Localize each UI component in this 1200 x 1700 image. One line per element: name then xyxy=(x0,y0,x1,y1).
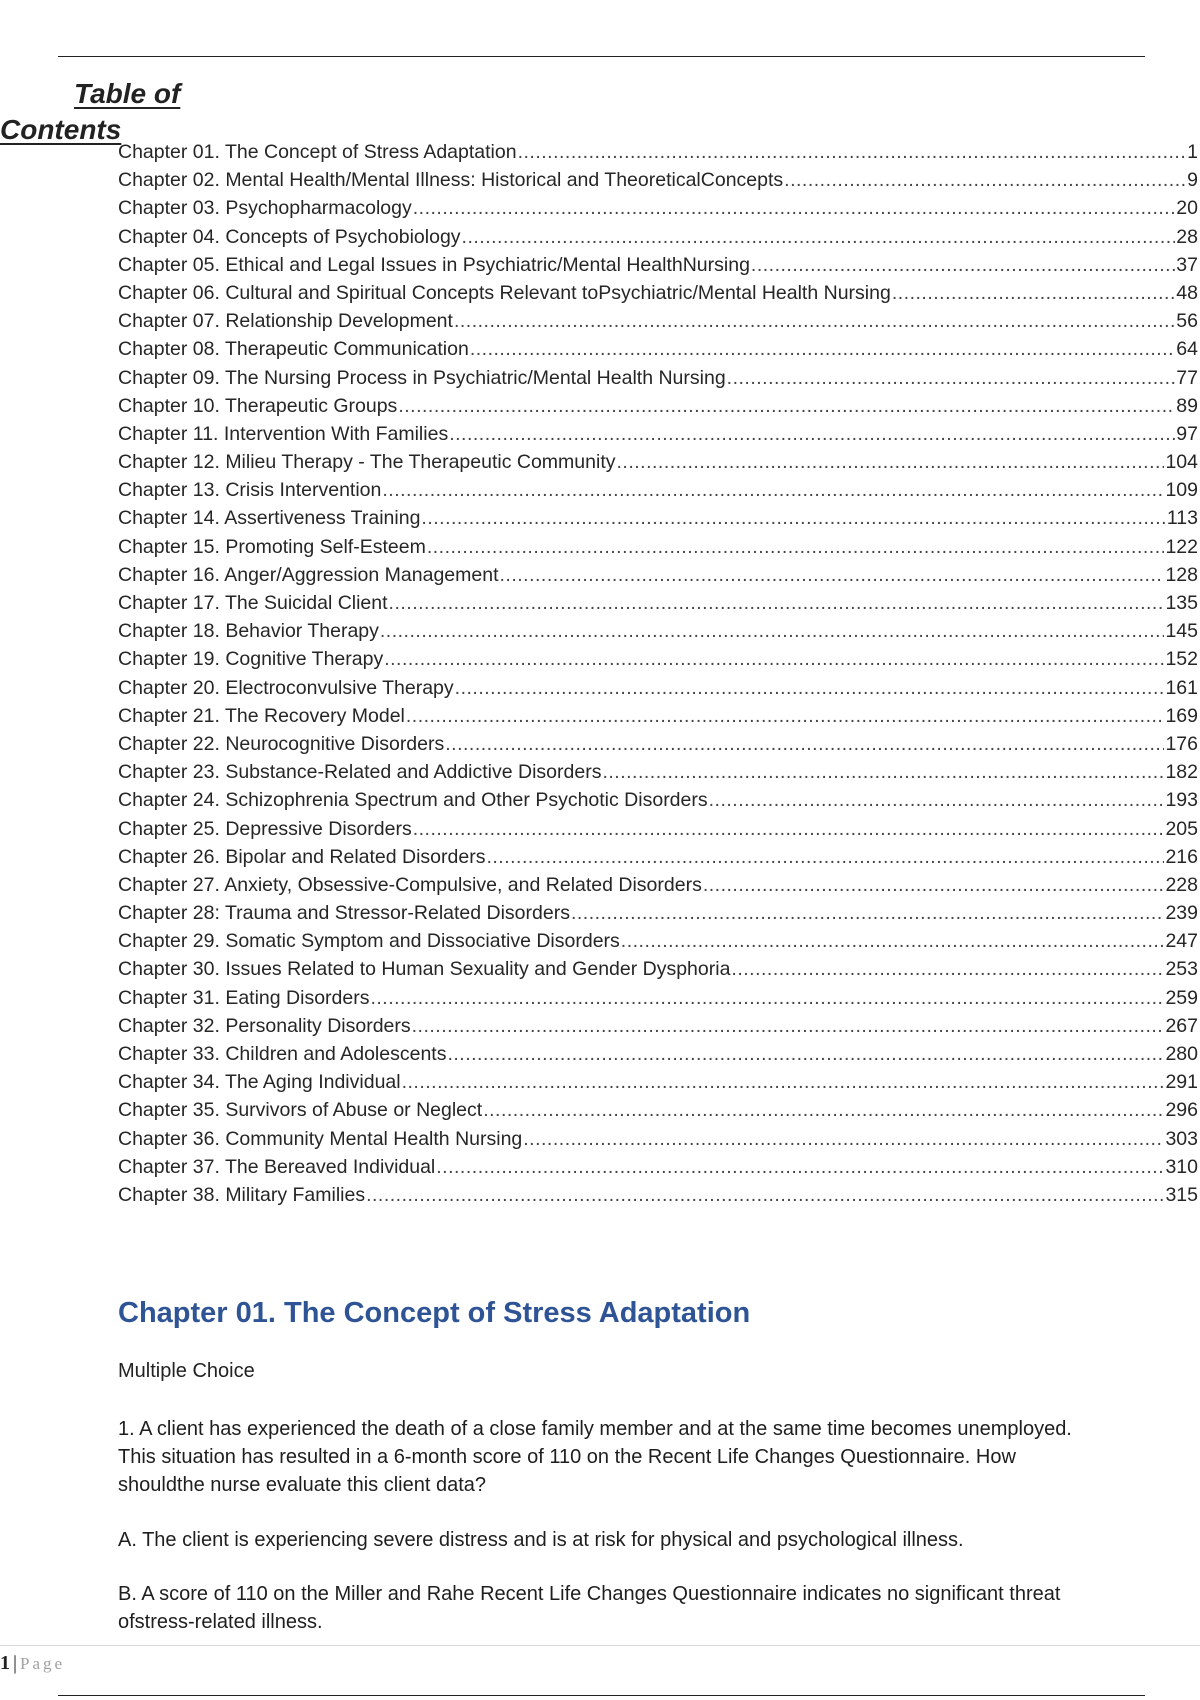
toc-entry-page: 104 xyxy=(1165,451,1198,474)
toc-leader-dots xyxy=(523,1128,1164,1151)
toc-entry-page: 239 xyxy=(1165,902,1198,925)
toc-entry-label: Chapter 36. Community Mental Health Nursing xyxy=(118,1127,523,1150)
toc-entry-label: Chapter 09. The Nursing Process in Psychiatric/Mental Health Nursing xyxy=(118,366,726,389)
toc-entry-label: Chapter 20. Electroconvulsive Therapy xyxy=(118,676,454,699)
toc-entry-label: Chapter 15. Promoting Self-Esteem xyxy=(118,535,426,558)
toc-leader-dots xyxy=(486,846,1164,869)
toc-entry-label: Chapter 07. Relationship Development xyxy=(118,310,453,333)
toc-leader-dots xyxy=(445,733,1164,756)
toc-entry[interactable] xyxy=(118,479,1198,507)
toc-entry-page: 267 xyxy=(1165,1014,1198,1037)
toc-leader-dots xyxy=(703,874,1165,897)
toc-entry[interactable] xyxy=(118,395,1198,423)
toc-entry[interactable] xyxy=(118,930,1198,958)
toc-leader-dots xyxy=(389,592,1165,615)
toc-entry[interactable] xyxy=(118,1128,1198,1156)
toc-leader-dots xyxy=(709,789,1165,812)
toc-entry-label: Chapter 25. Depressive Disorders xyxy=(118,817,412,840)
toc-leader-dots xyxy=(784,169,1186,192)
toc-entry-page: 291 xyxy=(1165,1071,1198,1094)
toc-leader-dots xyxy=(412,1015,1165,1038)
toc-entry-label: Chapter 31. Eating Disorders xyxy=(118,986,370,1009)
toc-entry-label: Chapter 32. Personality Disorders xyxy=(118,1014,411,1037)
toc-entry[interactable] xyxy=(118,648,1198,676)
toc-leader-dots xyxy=(384,648,1164,671)
toc-entry[interactable] xyxy=(118,564,1198,592)
toc-entry[interactable] xyxy=(118,592,1198,620)
option-b: B. A score of 110 on the Miller and Rahe Recent Life Changes Questionnaire indicates no significant threat ofstress-related illness. xyxy=(118,1583,1061,1633)
toc-entry-label: Chapter 10. Therapeutic Groups xyxy=(118,394,398,417)
toc-entry[interactable] xyxy=(118,282,1198,310)
toc-entry-page: 122 xyxy=(1165,535,1198,558)
toc-entry-page: 216 xyxy=(1165,845,1198,868)
toc-entry[interactable] xyxy=(118,705,1198,733)
toc-entry-page: 1 xyxy=(1187,141,1198,163)
toc-leader-dots xyxy=(449,423,1175,446)
toc-entry-label: Chapter 27. Anxiety, Obsessive-Compulsive, and Related Disorders xyxy=(118,873,702,896)
toc-entry[interactable] xyxy=(118,846,1198,874)
toc-entry-page: 109 xyxy=(1165,479,1198,502)
toc-entry-label: Chapter 03. Psychopharmacology xyxy=(118,197,412,220)
toc-entry-label: Chapter 14. Assertiveness Training xyxy=(118,507,421,530)
toc-entry-page: 37 xyxy=(1176,253,1198,276)
toc-entry-page: 128 xyxy=(1165,563,1198,586)
toc-entry-label: Chapter 30. Issues Related to Human Sexuality and Gender Dysphoria xyxy=(118,958,731,981)
toc-entry[interactable] xyxy=(118,197,1198,225)
toc-entry-page: 310 xyxy=(1165,1155,1198,1178)
toc-entry-page: 145 xyxy=(1165,620,1198,643)
toc-leader-dots xyxy=(518,141,1187,164)
toc-leader-dots xyxy=(406,705,1165,728)
toc-entry[interactable] xyxy=(118,141,1198,169)
toc-leader-dots xyxy=(366,1184,1164,1207)
toc-entry-label: Chapter 04. Concepts of Psychobiology xyxy=(118,225,461,248)
toc-leader-dots xyxy=(382,479,1164,502)
toc-leader-dots xyxy=(892,282,1175,305)
toc-list xyxy=(118,141,1198,1212)
bottom-rule xyxy=(58,1695,1145,1696)
toc-entry-page: 205 xyxy=(1165,817,1198,840)
toc-entry-page: 56 xyxy=(1176,310,1198,333)
toc-entry[interactable] xyxy=(118,367,1198,395)
toc-entry-page: 169 xyxy=(1165,704,1198,727)
toc-leader-dots xyxy=(421,507,1165,530)
toc-leader-dots xyxy=(413,818,1165,841)
toc-entry-label: Chapter 21. The Recovery Model xyxy=(118,704,405,727)
toc-entry-label: Chapter 29. Somatic Symptom and Dissociative Disorders xyxy=(118,930,620,953)
toc-entry-label: Chapter 06. Cultural and Spiritual Concepts Relevant toPsychiatric/Mental Health Nursing xyxy=(118,281,891,304)
toc-entry[interactable] xyxy=(118,733,1198,761)
toc-entry-label: Chapter 35. Survivors of Abuse or Neglect xyxy=(118,1099,483,1122)
toc-leader-dots xyxy=(370,987,1164,1010)
toc-entry-label: Chapter 18. Behavior Therapy xyxy=(118,620,379,643)
toc-entry-label: Chapter 17. The Suicidal Client xyxy=(118,592,388,614)
toc-entry[interactable] xyxy=(118,507,1198,535)
toc-entry-page: 64 xyxy=(1176,338,1198,361)
footer-divider xyxy=(0,1645,1200,1646)
toc-entry-page: 228 xyxy=(1165,873,1198,896)
toc-leader-dots xyxy=(462,226,1176,249)
page-number: 1 xyxy=(0,1652,10,1674)
top-rule xyxy=(58,56,1145,57)
toc-leader-dots xyxy=(427,536,1165,559)
toc-leader-dots xyxy=(621,930,1165,953)
toc-entry[interactable] xyxy=(118,338,1198,366)
toc-entry-page: 253 xyxy=(1165,958,1198,981)
toc-entry-label: Chapter 01. The Concept of Stress Adaptation xyxy=(118,141,517,163)
toc-leader-dots xyxy=(500,564,1165,587)
toc-entry-label: Chapter 28: Trauma and Stressor-Related Disorders xyxy=(118,902,570,925)
toc-entry[interactable] xyxy=(118,818,1198,846)
toc-entry-page: 161 xyxy=(1165,676,1198,699)
toc-leader-dots xyxy=(602,761,1164,784)
toc-entry-page: 259 xyxy=(1165,986,1198,1009)
toc-entry[interactable] xyxy=(118,310,1198,338)
toc-entry-page: 9 xyxy=(1187,169,1198,192)
toc-entry-label: Chapter 16. Anger/Aggression Management xyxy=(118,563,499,586)
toc-entry[interactable] xyxy=(118,1156,1198,1184)
toc-entry[interactable] xyxy=(118,451,1198,479)
toc-entry-label: Chapter 22. Neurocognitive Disorders xyxy=(118,732,445,755)
section-label: Multiple Choice xyxy=(118,1360,255,1382)
option-a: A. The client is experiencing severe distress and is at risk for physical and psychological illness. xyxy=(118,1529,964,1551)
toc-entry-page: 97 xyxy=(1176,422,1198,445)
toc-entry-label: Chapter 11. Intervention With Families xyxy=(118,422,449,445)
toc-entry-page: 315 xyxy=(1165,1183,1198,1206)
toc-entry-label: Chapter 12. Milieu Therapy - The Therapeutic Community xyxy=(118,451,616,474)
toc-entry-label: Chapter 37. The Bereaved Individual xyxy=(118,1155,436,1178)
toc-entry-page: 20 xyxy=(1176,197,1198,220)
toc-entry-page: 77 xyxy=(1176,366,1198,389)
toc-entry[interactable] xyxy=(118,226,1198,254)
toc-entry-label: Chapter 02. Mental Health/Mental Illness: Historical and TheoreticalConcepts xyxy=(118,169,784,192)
toc-entry-label: Chapter 23. Substance-Related and Addictive Disorders xyxy=(118,761,602,784)
toc-leader-dots xyxy=(751,254,1175,277)
toc-entry[interactable] xyxy=(118,1099,1198,1127)
toc-leader-dots xyxy=(398,395,1175,418)
toc-entry-label: Chapter 24. Schizophrenia Spectrum and Other Psychotic Disorders xyxy=(118,789,708,812)
toc-entry[interactable] xyxy=(118,1015,1198,1043)
toc-leader-dots xyxy=(571,902,1164,925)
toc-leader-dots xyxy=(470,338,1175,361)
toc-leader-dots xyxy=(402,1071,1165,1094)
toc-entry[interactable] xyxy=(118,902,1198,930)
toc-entry[interactable] xyxy=(118,789,1198,817)
toc-entry[interactable] xyxy=(118,254,1198,282)
toc-leader-dots xyxy=(380,620,1165,643)
toc-entry-label: Chapter 08. Therapeutic Communication xyxy=(118,338,469,361)
toc-entry-page: 28 xyxy=(1176,225,1198,248)
chapter-heading: Chapter 01. The Concept of Stress Adaptation xyxy=(118,1297,751,1329)
toc-leader-dots xyxy=(436,1156,1164,1179)
toc-leader-dots xyxy=(413,197,1176,220)
toc-leader-dots xyxy=(731,958,1164,981)
toc-leader-dots xyxy=(454,310,1175,333)
toc-entry[interactable] xyxy=(118,1071,1198,1099)
toc-title: Table of Contents xyxy=(0,78,181,145)
toc-entry-page: 135 xyxy=(1165,592,1198,614)
toc-entry[interactable] xyxy=(118,987,1198,1015)
page-word: Page xyxy=(20,1654,66,1673)
toc-leader-dots xyxy=(455,677,1165,700)
toc-leader-dots xyxy=(447,1043,1164,1066)
toc-entry-page: 303 xyxy=(1165,1127,1198,1150)
toc-entry[interactable] xyxy=(118,423,1198,451)
toc-entry[interactable] xyxy=(118,761,1198,789)
toc-entry-label: Chapter 19. Cognitive Therapy xyxy=(118,648,384,671)
toc-leader-dots xyxy=(617,451,1165,474)
toc-entry-page: 113 xyxy=(1166,507,1198,530)
toc-entry[interactable] xyxy=(118,536,1198,564)
toc-entry-page: 152 xyxy=(1165,648,1198,671)
toc-entry[interactable] xyxy=(118,169,1198,197)
page-footer xyxy=(0,1652,65,1675)
toc-leader-dots xyxy=(727,367,1176,390)
toc-entry-page: 176 xyxy=(1165,732,1198,755)
toc-entry-page: 296 xyxy=(1165,1099,1198,1122)
toc-leader-dots xyxy=(483,1099,1164,1122)
toc-entry-page: 280 xyxy=(1165,1043,1198,1065)
toc-entry-label: Chapter 05. Ethical and Legal Issues in Psychiatric/Mental HealthNursing xyxy=(118,253,750,276)
toc-entry-label: Chapter 26. Bipolar and Related Disorders xyxy=(118,845,486,868)
toc-entry[interactable] xyxy=(118,958,1198,986)
toc-entry[interactable] xyxy=(118,874,1198,902)
toc-entry-page: 48 xyxy=(1176,281,1198,304)
toc-entry-page: 182 xyxy=(1165,761,1198,784)
toc-entry-label: Chapter 33. Children and Adolescents xyxy=(118,1043,447,1065)
toc-entry[interactable] xyxy=(118,1184,1198,1212)
toc-entry-page: 247 xyxy=(1165,930,1198,953)
toc-entry-label: Chapter 34. The Aging Individual xyxy=(118,1071,401,1094)
toc-entry-label: Chapter 13. Crisis Intervention xyxy=(118,479,382,502)
toc-entry[interactable] xyxy=(118,1043,1198,1071)
question-1: 1. A client has experienced the death of a close family member and at the same time becomes unemployed. This situation has resulted in a 6-month score of 110 on the Recent Life Changes Questionnaire. How shouldthe nurse evaluate this client data? xyxy=(118,1418,1072,1496)
page-separator: | xyxy=(13,1652,18,1674)
toc-entry-label: Chapter 38. Military Families xyxy=(118,1183,366,1206)
toc-entry[interactable] xyxy=(118,620,1198,648)
toc-entry-page: 193 xyxy=(1165,789,1198,812)
toc-entry[interactable] xyxy=(118,677,1198,705)
toc-entry-page: 89 xyxy=(1176,394,1198,417)
